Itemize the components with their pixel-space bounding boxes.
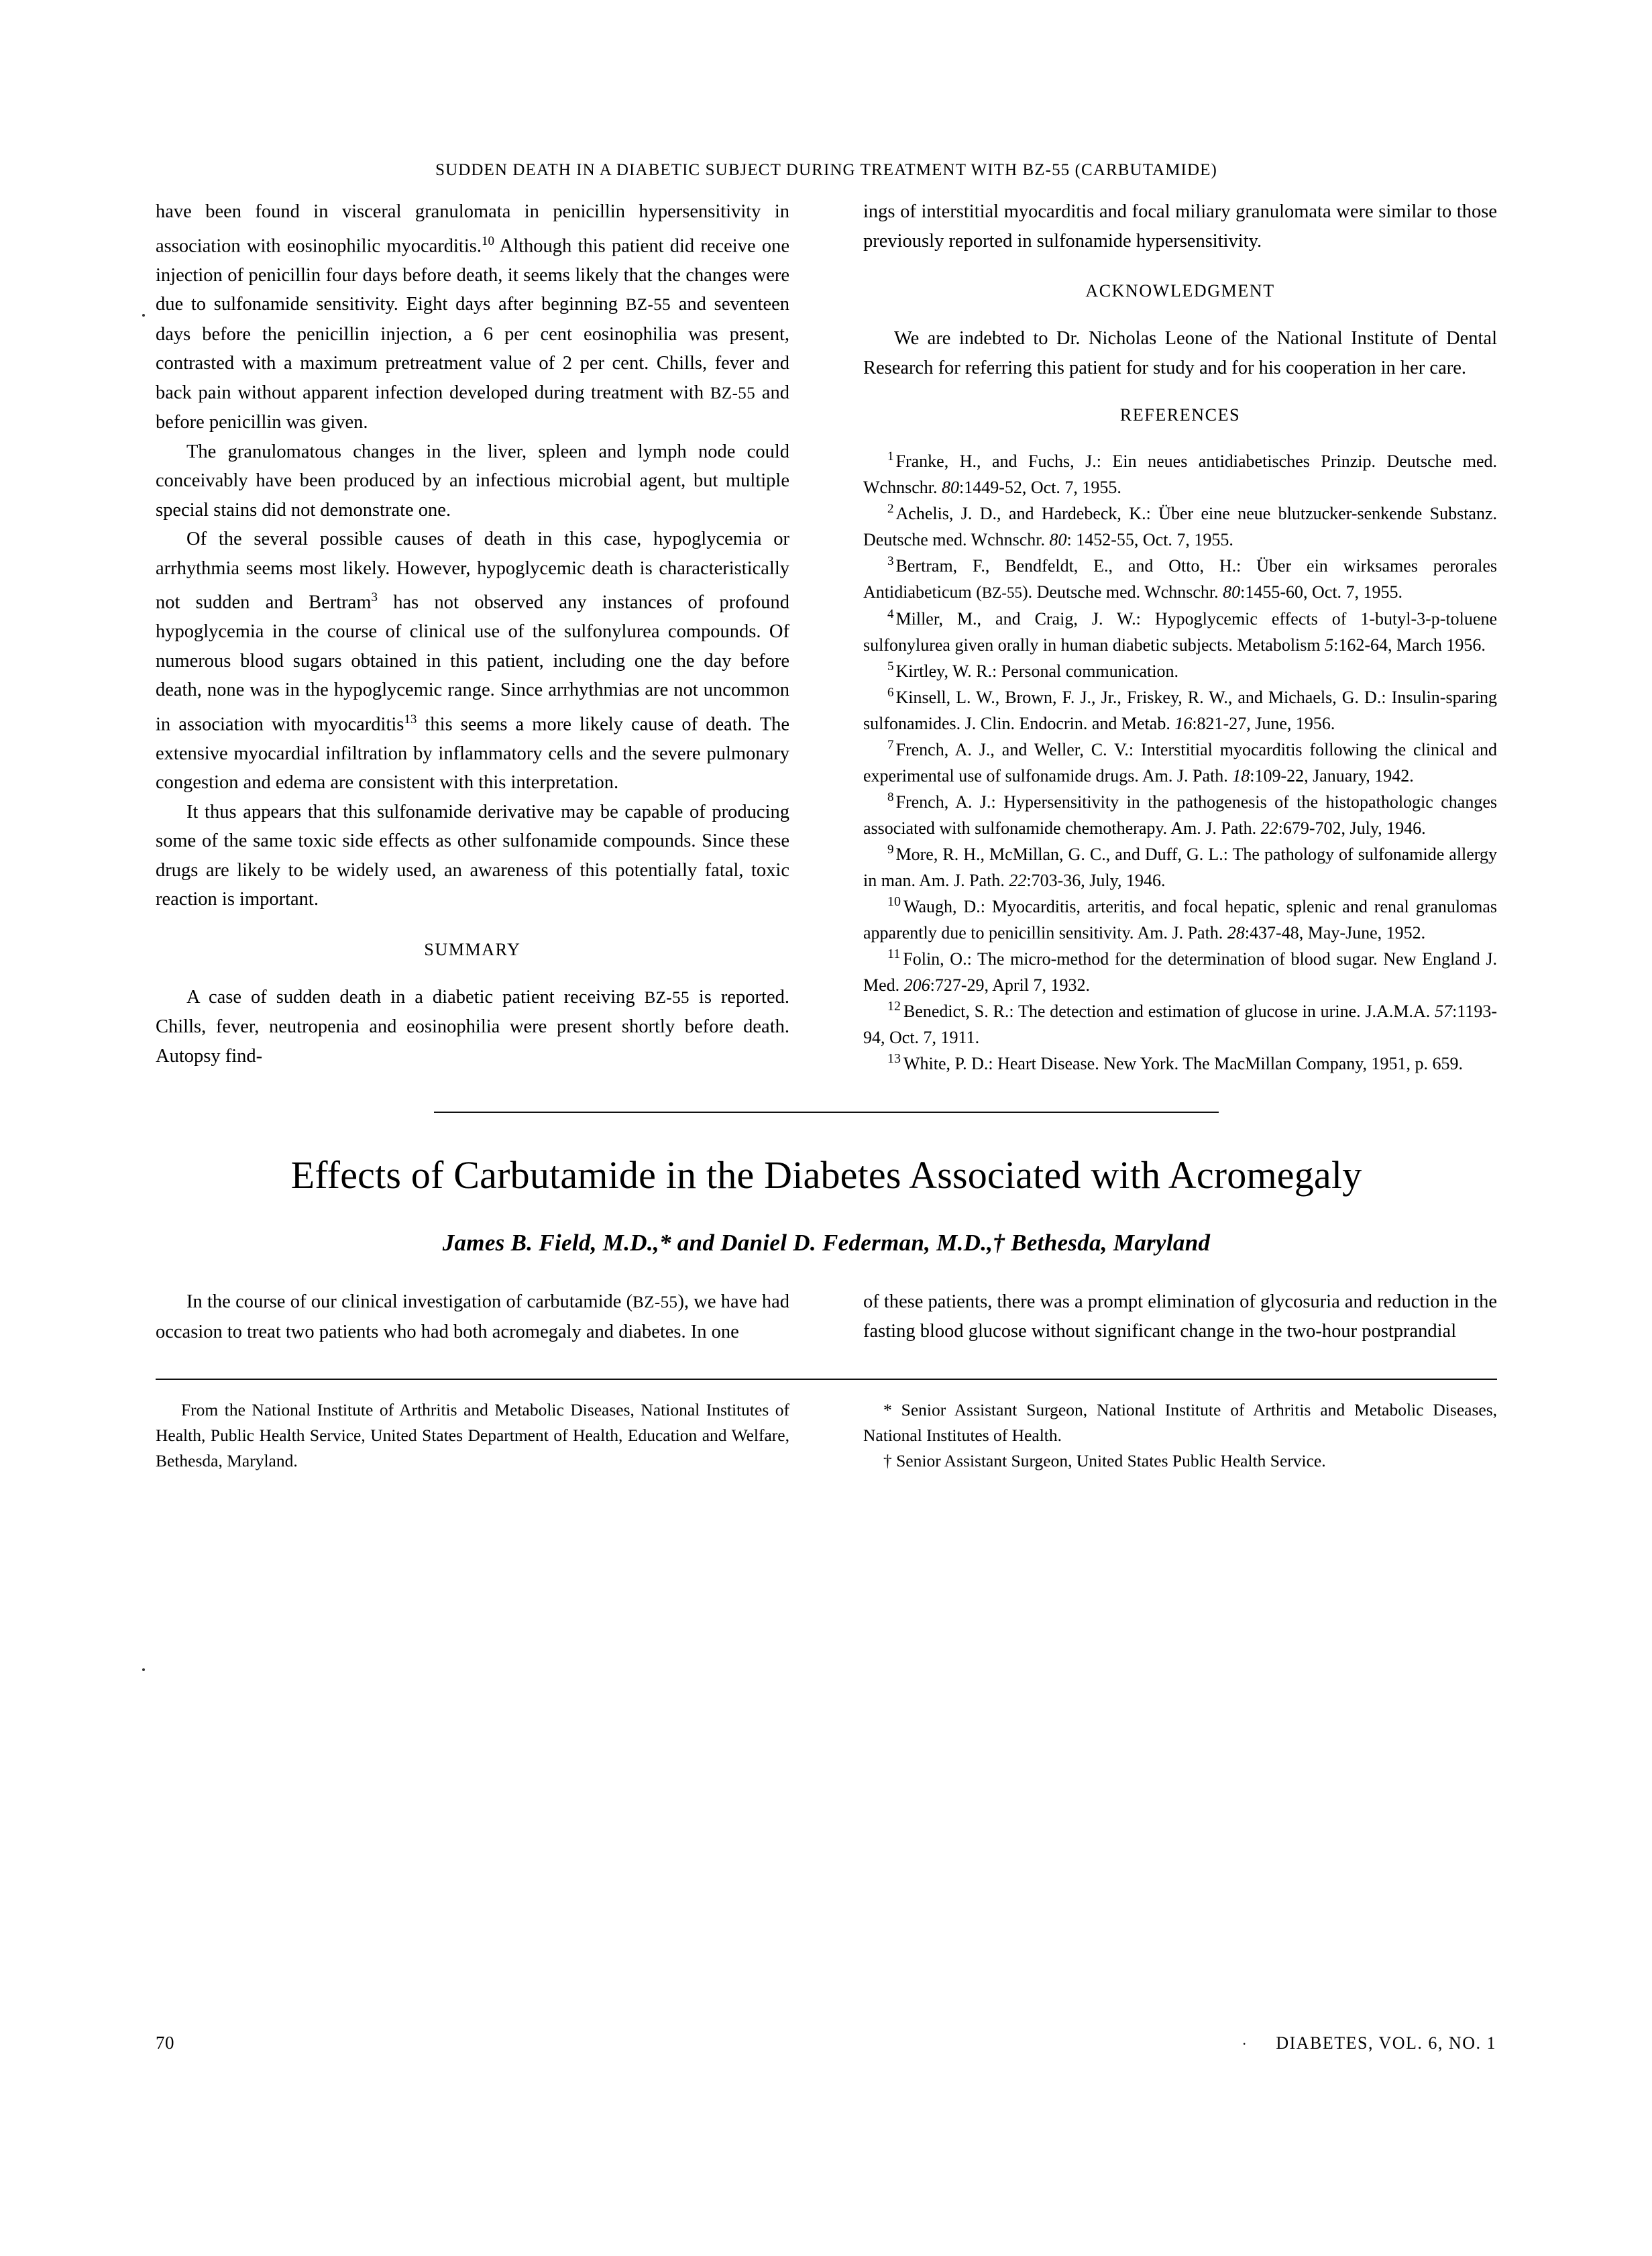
reference-item: $^8$ French, A. J.: Hypersensitivity in the pathogenesis of the histopathologic changes associated with sulfonamide chemotherapy. Am. J. Path. 22:679-702, July, 1946. xyxy=(863,790,1497,838)
reference-item: $^{12}$ Benedict, S. R.: The detection and estimation of glucose in urine. J.A.M.A. 57:1193-94, Oct. 7, 1911. xyxy=(863,999,1497,1047)
reference-item: $^{11}$ Folin, O.: The micro-method for the determination of blood sugar. New England J. Med. 206:727-29, April 7, 1932. xyxy=(863,947,1497,995)
paragraph: In the course of our clinical investigation of carbutamide (BZ-55), we have had occasion to treat two patients who had both acromegaly and diabetes. In one xyxy=(156,1291,789,1342)
paragraph-continuation: ings of interstitial myocarditis and focal miliary granulomata were similar to those previously reported in sulfonamide hypersensitivity. xyxy=(863,201,1497,252)
running-head: SUDDEN DEATH IN A DIABETIC SUBJECT DURING TREATMENT WITH BZ-55 (CARBUTAMIDE) xyxy=(435,161,1217,179)
article-one-columns xyxy=(156,197,1497,1077)
footnote-rule xyxy=(156,1379,1497,1380)
footnote-asterisk: * Senior Assistant Surgeon, National Institute of Arthritis and Metabolic Diseases, National Institutes of Health. xyxy=(863,1400,1497,1445)
reference-item: $^9$ More, R. H., McMillan, G. C., and Duff, G. L.: The pathology of sulfonamide allergy in man. Am. J. Path. 22:703-36, July, 1946. xyxy=(863,843,1497,890)
article-two-left-column xyxy=(156,1287,789,1346)
reference-item: $^{10}$ Waugh, D.: Myocarditis, arteritis, and focal hepatic, splenic and renal granulomas apparently due to penicillin sensitivity. Am. J. Path. 28:437-48, May-June, 1952. xyxy=(863,894,1497,943)
article-byline: James B. Field, M.D.,* and Daniel D. Federman, M.D.,† Bethesda, Maryland xyxy=(442,1230,1211,1256)
references-list xyxy=(863,448,1497,1077)
page-content xyxy=(156,161,1497,1474)
page-number: 70 xyxy=(156,2033,174,2053)
journal-issue-text: DIABETES, VOL. 6, NO. 1 xyxy=(1276,2033,1496,2053)
reference-item: $^7$ French, A. J., and Weller, C. V.: Interstitial myocarditis following the clinical and experimental use of sulfonamide drugs. Am. J. Path. 18:109-22, January, 1942. xyxy=(863,738,1497,786)
footnote-affiliation: From the National Institute of Arthritis and Metabolic Diseases, National Institutes of Health, Public Health Service, United States Department of Health, Education and Welfare, Bethesda, Maryland. xyxy=(156,1400,789,1470)
paragraph-continuation: have been found in visceral granulomata in penicillin hypersensitivity in association with eosinophilic myocarditis.$^{10}$ Although this patient did receive one injection of penicillin four days before death, it seems likely that the changes were due to sulfonamide sensitivity. Eight days after beginning BZ-55 and seventeen days before the penicillin injection, a 6 per cent eosinophilia was present, contrasted with a maximum pretreatment value of 2 per cent. Chills, fever and back pain without apparent infection developed during treatment with BZ-55 and before penicillin was given. xyxy=(156,201,790,433)
page-footer xyxy=(156,2033,1496,2053)
article-two-columns xyxy=(156,1287,1497,1346)
article-two-right-column xyxy=(863,1287,1497,1346)
references-heading: REFERENCES xyxy=(1119,405,1241,425)
paragraph: of these patients, there was a prompt elimination of glycosuria and reduction in the fasting blood glucose without significant change in the two-hour postprandial xyxy=(863,1291,1497,1342)
reference-item: $^1$ Franke, H., and Fuchs, J.: Ein neues antidiabetisches Prinzip. Deutsche med. Wchnschr. 80:1449-52, Oct. 7, 1955. xyxy=(863,449,1497,497)
article-title: Effects of Carbutamide in the Diabetes Associated with Acromegaly xyxy=(290,1153,1362,1197)
reference-item: $^4$ Miller, M., and Craig, J. W.: Hypoglycemic effects of 1-butyl-3-p-toluene sulfonylurea given orally in human diabetic subjects. Metabolism 5:162-64, March 1956. xyxy=(863,607,1497,655)
right-column xyxy=(863,197,1497,1077)
summary-heading: SUMMARY xyxy=(424,939,521,959)
reference-item: $^6$ Kinsell, L. W., Brown, F. J., Jr., Friskey, R. W., and Michaels, G. D.: Insulin-sparing sulfonamides. J. Clin. Endocrin. and Metab. 16:821-27, June, 1956. xyxy=(863,686,1497,733)
footnote-left-column xyxy=(156,1397,789,1474)
reference-item: $^5$ Kirtley, W. R.: Personal communication. xyxy=(887,659,1178,681)
footnote-dagger: † Senior Assistant Surgeon, United States Public Health Service. xyxy=(883,1451,1326,1470)
paragraph: It thus appears that this sulfonamide derivative may be capable of producing some of the same toxic side effects as other sulfonamide compounds. Since these drugs are likely to be widely used, an awareness of this potentially fatal, toxic reaction is important. xyxy=(156,801,789,910)
journal-issue-line xyxy=(1242,2033,1496,2053)
footnote-right-column xyxy=(863,1397,1497,1474)
footer-leading-dot: · xyxy=(1242,2035,1248,2052)
scan-artifact-dot xyxy=(142,1668,145,1671)
footnotes-columns xyxy=(156,1397,1497,1474)
reference-item: $^3$ Bertram, F., Bendfeldt, E., and Otto, H.: Über ein wirksames perorales Antidiabeticum (BZ-55). Deutsche med. Wchnschr. 80:1455-60, Oct. 7, 1955. xyxy=(863,554,1497,602)
scan-artifact-dot xyxy=(142,314,145,317)
paragraph: Of the several possible causes of death in this case, hypoglycemia or arrhythmia seems most likely. However, hypoglycemic death is characteristically not sudden and Bertram$^3$ has not observed any instances of profound hypoglycemia in the course of clinical use of the sulfonylurea compounds. Of numerous blood sugars obtained in this patient, including one the day before death, none was in the hypoglycemic range. Since arrhythmias are not uncommon in association with myocarditis$^{13}$ this seems a more likely cause of death. The extensive myocardial infiltration by inflammatory cells and the severe pulmonary congestion and edema are consistent with this interpretation. xyxy=(156,529,790,793)
summary-paragraph: A case of sudden death in a diabetic patient receiving BZ-55 is reported. Chills, fever, neutropenia and eosinophilia were present shortly before death. Autopsy find- xyxy=(156,986,789,1067)
article-divider-rule xyxy=(434,1112,1219,1113)
reference-item: $^2$ Achelis, J. D., and Hardebeck, K.: Über eine neue blutzucker-senkende Substanz. Deutsche med. Wchnschr. 80: 1452-55, Oct. 7, 1955. xyxy=(863,502,1497,549)
reference-item: $^{13}$ White, P. D.: Heart Disease. New York. The MacMillan Company, 1951, p. 659. xyxy=(887,1051,1464,1073)
paragraph: The granulomatous changes in the liver, spleen and lymph node could conceivably have been produced by an infectious microbial agent, but multiple special stains did not demonstrate one. xyxy=(156,441,789,521)
left-column xyxy=(156,197,789,1071)
acknowledgment-heading: ACKNOWLEDGMENT xyxy=(1085,281,1275,301)
acknowledgment-paragraph: We are indebted to Dr. Nicholas Leone of the National Institute of Dental Research for referring this patient for study and for his cooperation in her care. xyxy=(863,328,1497,378)
